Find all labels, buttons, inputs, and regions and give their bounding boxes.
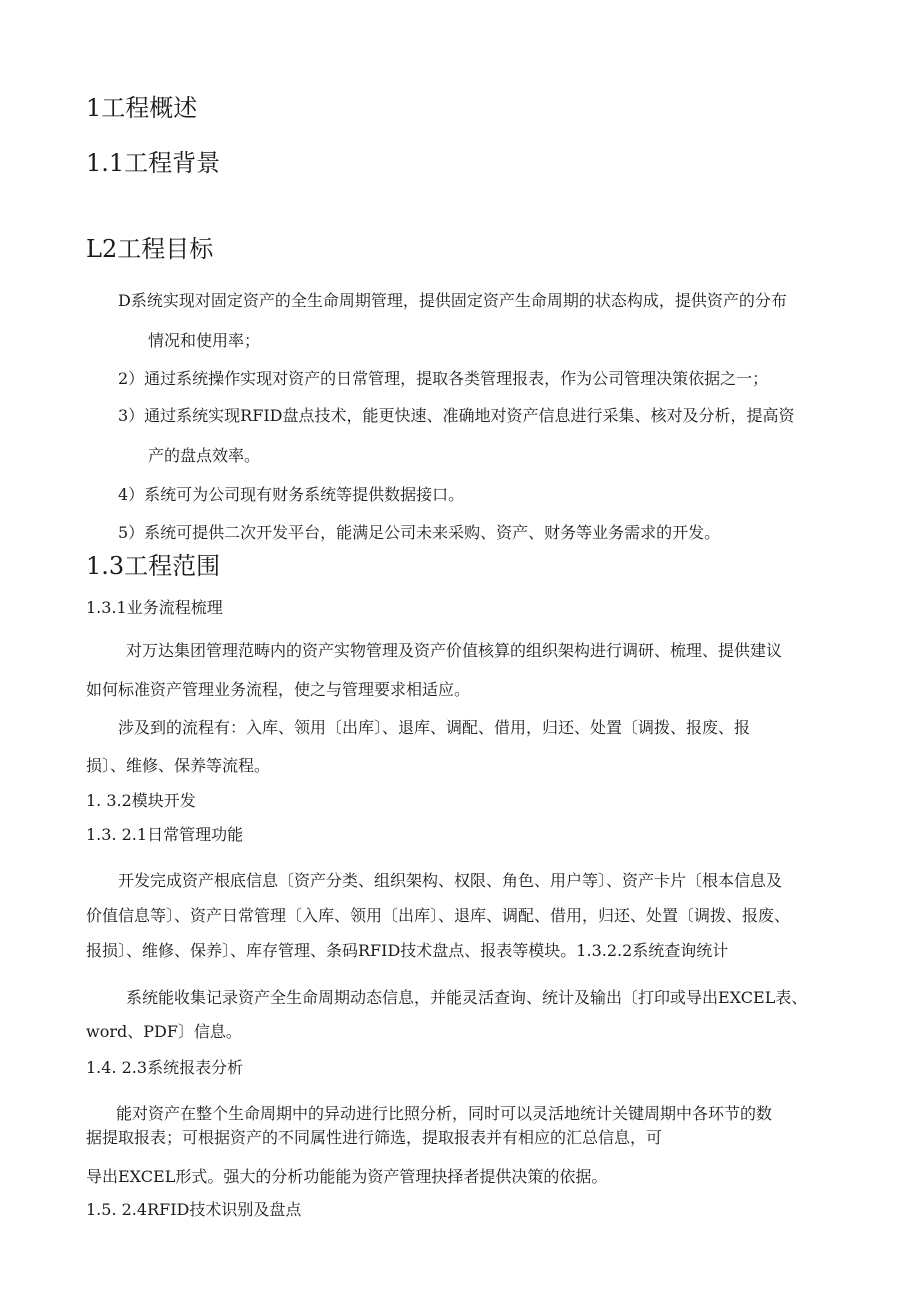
scope-paragraph-2-line-1: 涉及到的流程有：入库、领用〔出库〕、退库、调配、借用，归还、处置〔调拨、报废、报 bbox=[118, 718, 751, 737]
goal-2: 2）通过系统操作实现对资产的日常管理，提取各类管理报表，作为公司管理决策依据之一； bbox=[118, 369, 769, 388]
scope-paragraph-5-line-1: 能对资产在整个生命周期中的异动进行比照分析，同时可以灵活地统计关键周期中各环节的数 bbox=[116, 1104, 773, 1123]
scope-paragraph-3-line-1: 开发完成资产根底信息〔资产分类、组织架构、权限、角色、用户等〕、资产卡片〔根本信息及 bbox=[118, 871, 783, 890]
heading-1-3-2: 1. 3.2模块开发 bbox=[86, 791, 196, 810]
scope-paragraph-1-line-2: 如何标准资产管理业务流程，使之与管理要求相适应。 bbox=[86, 680, 471, 699]
heading-1-3-2-1: 1.3. 2.1日常管理功能 bbox=[86, 825, 244, 844]
scope-paragraph-4-line-1: 系统能收集记录资产全生命周期动态信息，并能灵活查询、统计及输出〔打印或导出EXCEL表、 bbox=[126, 988, 808, 1007]
scope-paragraph-5-line-3: 导出EXCEL形式。强大的分析功能能为资产管理抉择者提供决策的依据。 bbox=[86, 1167, 608, 1186]
heading-1-3-1: 1.3.1业务流程梳理 bbox=[86, 598, 223, 617]
goal-1-line-2: 情况和使用率； bbox=[148, 331, 261, 350]
goal-1-line-1: D系统实现对固定资产的全生命周期管理，提供固定资产生命周期的状态构成，提供资产的分布 bbox=[118, 291, 787, 310]
goal-3-line-2: 产的盘点效率。 bbox=[148, 446, 261, 465]
scope-paragraph-1-line-1: 对万达集团管理范畴内的资产实物管理及资产价值核算的组织架构进行调研、梳理、提供建议 bbox=[126, 641, 783, 660]
scope-paragraph-4-line-2: word、PDF〕信息。 bbox=[86, 1022, 242, 1041]
heading-1-1: 1.1工程背景 bbox=[86, 149, 221, 177]
heading-1-5: 1.5. 2.4RFID技术识别及盘点 bbox=[86, 1200, 302, 1219]
heading-1-3: 1.3工程范围 bbox=[86, 552, 221, 580]
scope-paragraph-3-line-3: 报损〕、维修、保养〕、库存管理、条码RFID技术盘点、报表等模块。1.3.2.2系统查询统计 bbox=[86, 941, 729, 960]
heading-1-4: 1.4. 2.3系统报表分析 bbox=[86, 1058, 244, 1077]
heading-1-2: L2工程目标 bbox=[86, 235, 214, 263]
scope-paragraph-5-line-2: 据提取报表；可根据资产的不同属性进行筛选，提取报表并有相应的汇总信息，可 bbox=[86, 1128, 663, 1147]
goal-3-line-1: 3）通过系统实现RFID盘点技术，能更快速、准确地对资产信息进行采集、核对及分析，提高资 bbox=[118, 406, 795, 425]
heading-1: 1工程概述 bbox=[86, 94, 198, 122]
goal-5: 5）系统可提供二次开发平台，能满足公司未来采购、资产、财务等业务需求的开发。 bbox=[118, 523, 721, 542]
scope-paragraph-3-line-2: 价值信息等〕、资产日常管理〔入库、领用〔出库〕、退库、调配、借用，归还、处置〔调拨、报废、 bbox=[86, 906, 791, 925]
goal-4: 4）系统可为公司现有财务系统等提供数据接口。 bbox=[118, 485, 465, 504]
scope-paragraph-2-line-2: 损〕、维修、保养等流程。 bbox=[86, 756, 271, 775]
